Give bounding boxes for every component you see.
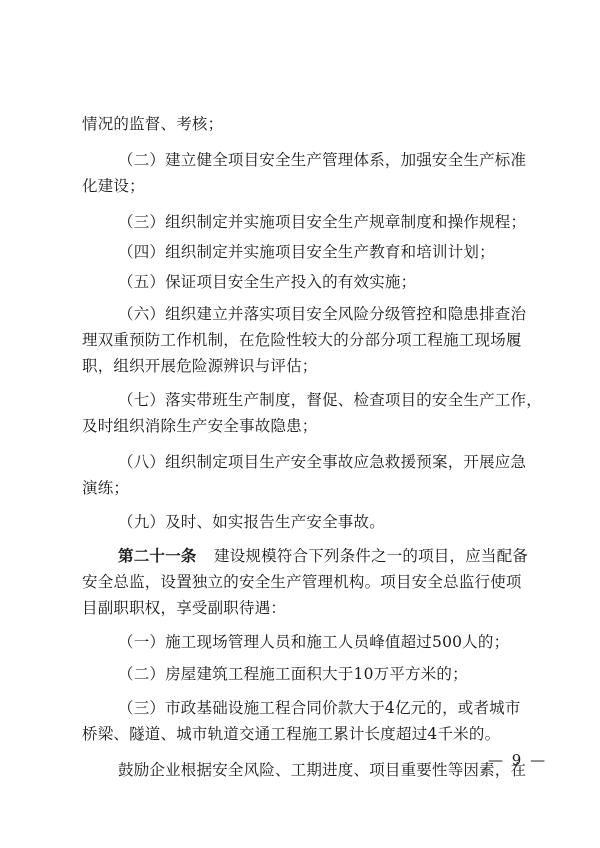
text-line: 建设规模符合下列条件之一的项目，应当配备: [214, 547, 529, 565]
text-line: 及时组织消除生产安全事故隐患；: [82, 417, 318, 435]
text-line: （八）组织制定项目生产安全事故应急救援预案，开展应急: [118, 453, 527, 471]
text-line: （四）组织制定并实施项目安全生产教育和培训计划；: [118, 243, 495, 261]
text-line: 安全总监，设置独立的安全生产管理机构。项目安全总监行使项: [82, 573, 522, 591]
text-line: 演练；: [82, 479, 130, 497]
text-line: 理双重预防工作机制，在危险性较大的分部分项工程施工现场履: [82, 331, 522, 349]
text-line: （七）落实带班生产制度，督促、检查项目的安全生产工作，: [118, 391, 542, 409]
text-line: 化建设；: [82, 177, 145, 195]
text-line: 目副职职权，享受副职待遇：: [82, 599, 287, 617]
article-heading: 第二十一条: [118, 546, 197, 565]
text-line: 桥梁、隧道、城市轨道交通工程施工累计长度超过4千米的。: [82, 725, 501, 743]
text-line: 职，组织开展危险源辨识与评估；: [82, 357, 318, 375]
text-line: （九）及时、如实报告生产安全事故。: [118, 513, 385, 531]
text-line: （三）市政基础设施工程合同价款大于4亿元的，或者城市: [118, 699, 521, 717]
text-line: （一）施工现场管理人员和施工人员峰值超过500人的；: [118, 633, 510, 651]
text-line: （二）房屋建筑工程施工面积大于10万平方米的；: [118, 665, 468, 683]
text-line: （二）建立健全项目安全生产管理体系，加强安全生产标准: [118, 151, 527, 169]
text-line: 鼓励企业根据安全风险、工期进度、项目重要性等因素，在: [118, 761, 527, 779]
text-line: 情况的监督、考核；: [82, 115, 224, 133]
page-number: — 9 —: [488, 751, 548, 769]
text-line: （三）组织制定并实施项目安全生产规章制度和操作规程；: [118, 213, 527, 231]
text-line: （六）组织建立并落实项目安全风险分级管控和隐患排查治: [118, 305, 527, 323]
text-line: （五）保证项目安全生产投入的有效实施；: [118, 273, 417, 291]
